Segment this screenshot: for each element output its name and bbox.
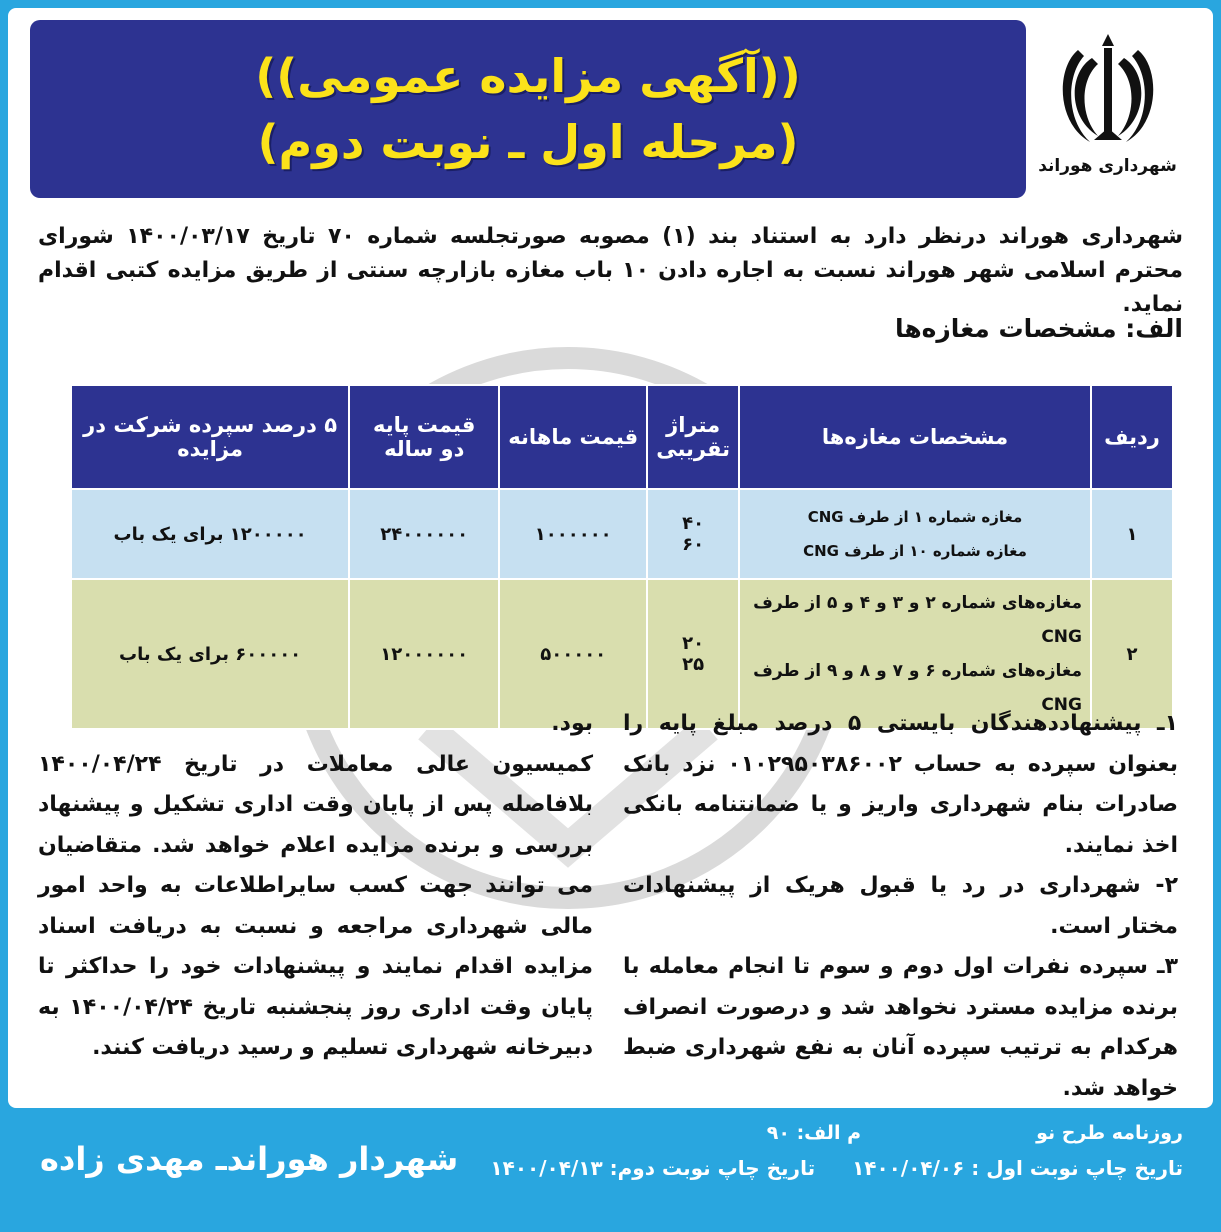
condition-3: ۳ـ سپرده نفرات اول دوم و سوم تا انجام معامله با برنده مزایده مسترد نخواهد شد و درصورت انصراف هرکدام به ترتیب سپرده آنان به نفع شهرداری ضبط خواهد شد.	[623, 954, 1178, 1101]
condition-1: ۱ـ پیشنهاددهندگان بایستی ۵ درصد مبلغ پایه را بعنوان سپرده به حساب ۰۱۰۲۹۵۰۳۸۶۰۰۲ نزد بانک صادرات بنام شهرداری واریز و یا ضمانتنامه بانکی اخذ نمایند.	[623, 711, 1179, 858]
col-header-area: متراژ تقریبی	[647, 385, 739, 489]
deposit: ۱۲۰۰۰۰۰ برای یک باب	[71, 489, 349, 579]
deposit: ۶۰۰۰۰۰ برای یک باب	[71, 579, 349, 729]
base-price: ۱۲۰۰۰۰۰۰	[349, 579, 499, 729]
ad-code: م الف: ۹۰	[766, 1122, 861, 1144]
row-number: ۲	[1091, 579, 1173, 729]
commission-paragraph: کمیسیون عالی معاملات در تاریخ ۱۴۰۰/۰۴/۲۴ بلافاصله پس از پایان وقت اداری تشکیل و پیشنهاد بررسی و برنده مزایده اعلام خواهد شد. متقاضیان می توانند جهت کسب سایراطلاعات به واحد امور مالی شهرداری مراجعه و نسبت به دریافت اسناد مزایده اقدام نمایند و پیشنهادات خود را حداکثر تا پایان وقت اداری روز پنجشنبه تاریخ ۱۴۰۰/۰۴/۲۴ به دبیرخانه شهرداری تسلیم و رسید دریافت کنند.	[38, 751, 593, 1060]
signer: شهردار هوراندـ مهدی زاده	[40, 1140, 459, 1178]
area-value: ۴۰	[682, 513, 705, 534]
row-number: ۱	[1091, 489, 1173, 579]
condition-2: ۲- شهرداری در رد یا قبول هریک از پیشنهادات مختار است.	[623, 873, 1178, 939]
ad-title: ((آگهی مزایده عمومی))	[255, 49, 801, 103]
base-price: ۲۴۰۰۰۰۰۰	[349, 489, 499, 579]
table-row	[71, 489, 1173, 579]
area-value: ۲۵	[682, 654, 705, 675]
publication-name: روزنامه طرح نو	[1036, 1122, 1183, 1144]
col-header-base-price: قیمت پایه دو ساله	[349, 385, 499, 489]
col-header-row-number: ردیف	[1091, 385, 1173, 489]
second-print-date: تاریخ چاپ نوبت دوم: ۱۴۰۰/۰۴/۱۳	[490, 1156, 816, 1180]
conditions-column-right	[623, 704, 1178, 1108]
ad-content-panel	[8, 8, 1213, 1108]
section-title: الف: مشخصات مغازه‌ها	[894, 314, 1183, 343]
iran-emblem-icon	[1048, 28, 1168, 148]
shop-desc-line: مغازه شماره ۱۰ از طرف CNG	[803, 542, 1027, 560]
monthly-price: ۱۰۰۰۰۰۰	[499, 489, 647, 579]
monthly-price: ۵۰۰۰۰۰	[499, 579, 647, 729]
shop-desc-line: مغازه‌های شماره ۲ و ۳ و ۴ و ۵ از طرف CNG	[753, 593, 1082, 647]
conditions-column-left	[38, 704, 593, 1069]
shop-desc-line: مغازه‌های شماره ۶ و ۷ و ۸ و ۹ از طرف CNG	[753, 661, 1082, 715]
shop-area	[647, 489, 739, 579]
col-header-shop-details: مشخصات مغازه‌ها	[739, 385, 1091, 489]
shop-desc-line: مغازه شماره ۱ از طرف CNG	[807, 508, 1023, 526]
shops-table	[70, 384, 1174, 730]
print-dates	[460, 1156, 1183, 1180]
footer-bar	[0, 1112, 1221, 1232]
table-header-row	[71, 385, 1173, 489]
municipality-header	[1020, 18, 1195, 198]
col-header-monthly-price: قیمت ماهانه	[499, 385, 647, 489]
col-header-deposit: ۵ درصد سپرده شرکت در مزایده	[71, 385, 349, 489]
area-value: ۶۰	[682, 534, 705, 555]
title-banner	[30, 20, 1026, 198]
ad-subtitle: (مرحله اول ـ نوبت دوم)	[257, 115, 799, 169]
area-value: ۲۰	[682, 633, 705, 654]
municipality-name: شهرداری هوراند	[1038, 156, 1177, 176]
shop-details	[739, 489, 1091, 579]
first-print-date: تاریخ چاپ نوبت اول : ۱۴۰۰/۰۴/۰۶	[852, 1156, 1183, 1180]
intro-paragraph: شهرداری هوراند درنظر دارد به استناد بند (۱) مصوبه صورتجلسه شماره ۷۰ تاریخ ۱۴۰۰/۰۳/۱۷ شورای محترم اسلامی شهر هوراند نسبت به اجاره دادن ۱۰ باب مغازه بازارچه سنتی از طریق مزایده کتبی اقدام نماید.	[38, 224, 1184, 317]
condition-4-end: بود.	[551, 711, 593, 736]
